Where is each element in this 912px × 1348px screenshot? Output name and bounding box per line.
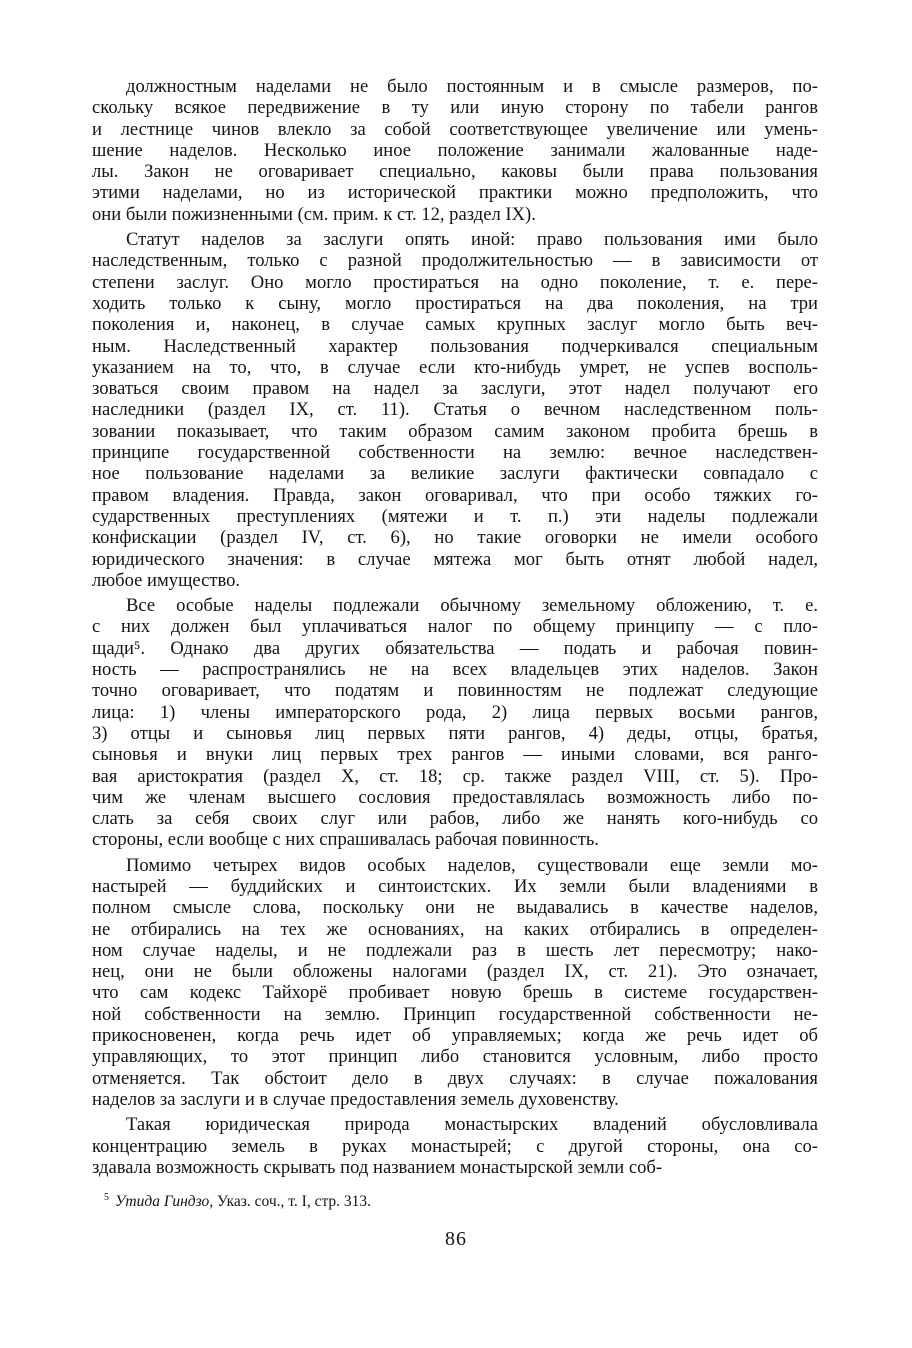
text-line: зовании показывает, что таким образом самим законом пробита брешь в — [92, 420, 818, 442]
text-line: зоваться своим правом на надел за заслуги, этот надел получают его — [92, 378, 818, 400]
text-line: и лестнице чинов влекло за собой соответствующее увеличение или умень- — [92, 118, 818, 140]
text-line: Такая юридическая природа монастырских владений обусловливала — [126, 1114, 818, 1136]
text-line: лы. Закон не оговаривает специально, каковы были права пользования — [92, 161, 818, 183]
text-line: они были пожизненными (см. прим. к ст. 12, раздел IX). — [92, 203, 536, 225]
text-line: сударственных преступлениях (мятежи и т. п.) эти наделы подлежали — [92, 505, 818, 527]
text-line: концентрацию земель в руках монастырей; с другой стороны, она со- — [92, 1135, 818, 1157]
text-line: ное пользование наделами за великие заслуги фактически совпадало с — [92, 463, 818, 485]
text-line: указанием на то, что, в случае если кто-нибудь умрет, не успев восполь- — [92, 356, 818, 378]
paragraph — [92, 229, 818, 591]
text-line: поколения и, наконец, в случае самых крупных заслуг могло быть веч- — [92, 314, 818, 336]
text-line: чим же членам высшего сословия предоставлялась возможность либо по- — [92, 786, 818, 808]
text-line: полном смысле слова, поскольку они не выдавались в качестве наделов, — [92, 897, 818, 919]
footnote-citation: Указ. соч., т. I, стр. 313. — [216, 1193, 372, 1211]
text-line: ной собственности на землю. Принцип государственной собственности не- — [92, 1003, 818, 1025]
text-line: управляющих, то этот принцип либо становится условным, либо просто — [92, 1046, 818, 1068]
text-line: слать за себя своих слуг или рабов, либо же нанять кого-нибудь со — [92, 808, 818, 830]
text-line: прикосновенен, когда речь идет об управляемых; когда же речь идет об — [92, 1025, 818, 1047]
page-number: 86 — [445, 1228, 467, 1250]
paragraph — [92, 76, 818, 225]
text-line: не отбирались на тех же основаниях, на каких отбирались в определен- — [92, 918, 818, 940]
text-line: ным. Наследственный характер пользования подчеркивался специальным — [92, 335, 818, 357]
text-line: степени заслуг. Оно могло простираться на одно поколение, т. е. пере- — [92, 271, 818, 293]
text-line: любое имущество. — [92, 569, 241, 591]
text-line: с них должен был уплачиваться налог по общему принципу — с пло- — [92, 616, 818, 638]
text-line: 3) отцы и сыновья лиц первых пяти рангов, 4) деды, отцы, братья, — [92, 722, 818, 744]
text-line: должностным наделами не было постоянным и в смысле размеров, по- — [126, 76, 818, 97]
text-line: ходить только к сыну, могло простираться на два поколения, на три — [92, 292, 818, 314]
footnote-marker: 5 — [104, 1192, 109, 1203]
paragraph — [92, 595, 818, 851]
text-line: наделов за заслуги и в случае предоставления земель духовенству. — [92, 1088, 619, 1110]
text-line: настырей — буддийских и синтоистских. Их земли были владениями в — [92, 875, 818, 897]
text-line: ность — распространялись не на всех владельцев этих наделов. Закон — [92, 659, 818, 681]
text-line: что сам кодекс Тайхорё пробивает новую брешь в системе государствен- — [92, 982, 818, 1004]
text-line: отменяется. Так обстоит дело в двух случаях: в случае пожалования — [92, 1067, 818, 1089]
text-line: шение наделов. Несколько иное положение занимали жалованные наде- — [92, 139, 818, 161]
text-line: Все особые наделы подлежали обычному земельному обложению, т. е. — [126, 595, 818, 617]
text-line: конфискации (раздел IV, ст. 6), но такие оговорки не имели особого — [92, 527, 818, 549]
text-line: правом владения. Правда, закон оговаривал, что при особо тяжких го- — [92, 484, 818, 506]
text-line: щади⁵. Однако два других обязательства — подать и рабочая повин- — [92, 637, 818, 659]
paragraph — [92, 1114, 818, 1178]
text-line: наследники (раздел IX, ст. 11). Статья о вечном наследственном поль- — [92, 399, 818, 421]
body-text — [92, 76, 818, 1182]
text-line: скольку всякое передвижение в ту или иную сторону по табели рангов — [92, 97, 818, 119]
footnote-author: Утида Гиндзо, — [115, 1193, 214, 1211]
text-line: наследственным, только с разной продолжительностью — в зависимости от — [92, 250, 818, 272]
text-line: сыновья и внуки лиц первых трех рангов — иными словами, вся ранго- — [92, 744, 818, 766]
text-line: точно оговаривает, что податям и повинностям не подлежат следующие — [92, 680, 818, 702]
text-line: Помимо четырех видов особых наделов, существовали еще земли мо- — [126, 854, 818, 876]
text-line: юридического значения: в случае мятежа мог быть отнят любой надел, — [92, 548, 818, 570]
text-line: Статут наделов за заслуги опять иной: право пользования ими было — [126, 229, 818, 251]
text-line: лица: 1) члены императорского рода, 2) лица первых восьми рангов, — [92, 701, 818, 723]
footnote — [104, 1192, 371, 1211]
text-line: здавала возможность скрывать под названием монастырской земли соб- — [92, 1156, 663, 1178]
paragraph — [92, 855, 818, 1111]
text-line: вая аристократия (раздел X, ст. 18; ср. также раздел VIII, ст. 5). Про- — [92, 765, 818, 787]
text-line: ном случае наделы, и не подлежали раз в шесть лет пересмотру; нако- — [92, 939, 818, 961]
text-line: стороны, если вообще с них спрашивалась рабочая повинность. — [92, 829, 599, 851]
text-line: нец, они не были обложены налогами (раздел IX, ст. 21). Это означает, — [92, 961, 818, 983]
text-line: принципе государственной собственности на землю: вечное наследствен- — [92, 442, 818, 464]
text-line: этими наделами, но из исторической практики можно предположить, что — [92, 182, 818, 204]
